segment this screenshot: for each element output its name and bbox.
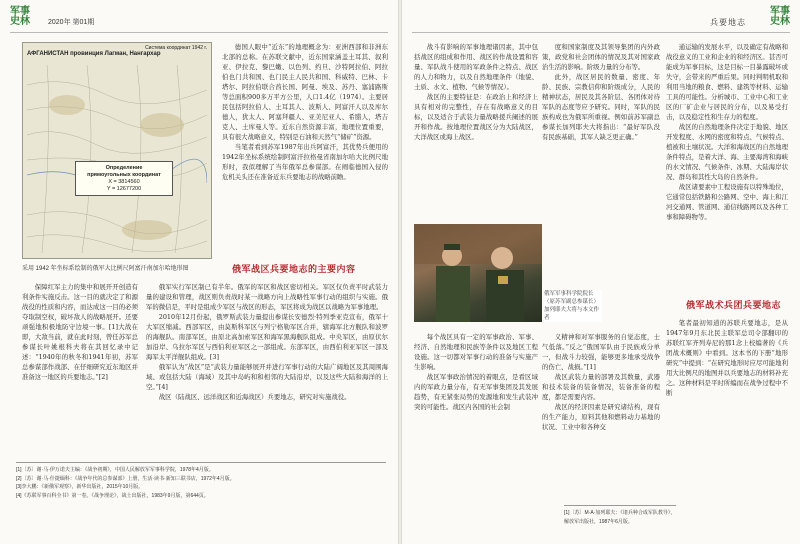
- right-footnotes: [564, 505, 676, 526]
- paragraph: 战区的经济因素是研究诸结构，现有的生产能力，原料其他和燃料动力基地的状况、工业中和各种交: [542, 403, 660, 431]
- right-page: [402, 0, 800, 544]
- journal-logo-right: [770, 7, 790, 27]
- left-footnotes: [16, 462, 386, 500]
- map-title-text: АФГАНИСТАН провинция Лагман, Нангархар: [27, 51, 161, 57]
- paragraph: 此外，战区居民的数量、密度、年龄、民族、宗教信仰和阶级成分，人民的精神状态，居民及其各阶层、各团体对待军队的态度等应予研究。同时，军队的民族构成也为俄军所重视。例如前苏军副总参谋长加列耶夫大将指出：“最好军队没有民族基础，其军人缺乏更正确。”: [542, 73, 660, 141]
- paragraph: 保障红军主力的集中和展开开创造有利条件实施反击。这一目的就决定了和源战役的性质和内容，而达成这一目的必须夺取制空权，破坏敌人的战略展开。还要顽强地积极地防守边境一事。[1]大战在即，大敌当前，就在此时刻，曾任苏军总参谋长叶姚根科夫将在其回忆录中记述：“1940年的秋冬和1941年初，苏军总参谋部作战部、在仔细研究近东地区并准备这一地区的兵要地志。”[2]: [22, 283, 138, 381]
- paragraph: 德国人眼中“近东”的地理概念为：亚洲西部和非洲东北部的总称。在苏联文献中，近东国家涵盖土耳其、叙利亚、伊拉克、黎巴嫩、以色列、约旦、沙特阿拉伯、阿拉伯也门共和国、也门民主人民共和国、科威特、巴林、卡塔尔、阿拉伯联合酋长国、阿曼、埃及、苏丹、塞浦路斯等总面积900多万平方公里，人口1.4亿（1974）。主要居民包括阿拉伯人、土耳其人、波斯人、阿富汗人以及库尔德人，犹太人、阿塞拜疆人、亚美尼亚人、希腊人，塔吉克人、土库曼人等。近东自然资源丰富，地理位置重要，具有很大战略意义，特别是石油和天然气“储矿”资源。: [222, 43, 388, 141]
- paragraph: 2010年12月份起，俄罗斯武装力量提出参谋长安德烈·特列季亚克宣布，俄军十大军区缩减。西部军区，由莫斯科军区与列宁格勒军区合并，辖海军北方舰队和波罗的海舰队。南部军区，由原北高加索军区和海军黑海舰队组成。中央军区，由原伏尔加沿岸、乌拉尔军区与西伯利亚军区之一部组成。东部军区，由西伯利亚军区一部及海军太平洋舰队组成。[3]: [146, 313, 388, 361]
- paragraph: 当笔者看到苏军1987年出兵阿富汗，其优势兵便用的1942年坐标系统绘制阿富汗拉格曼省南加尔哈大比例尺地形时，我似理解了当年俄军总参谋部。在阐临德国入侵的危机关头还在准备近东兵要地志的战略前瞻。: [222, 143, 388, 181]
- left-col-right-bottom: [146, 282, 388, 402]
- map-figure: [22, 42, 212, 259]
- footnote: [2]〔苏〕谢·马·什捷缅科：《战争年代的总参谋部》上册，生活·读书·新知三联书店，1972年4月版。: [16, 475, 235, 482]
- footnote: [3]李大鹏：《新俄军观察》，新华出版社，2015年10月版。: [16, 484, 144, 490]
- paragraph: 战区的主要特征是：在政治上和经济上具有相对的完整性，存在有战略意义的目标，以及适合于武装力量战略援兵阑述的展开和作战。按地理位置战区分为大陆战区，大洋战区或海上战区。: [414, 93, 538, 141]
- issue-label: 2020年 第01期: [48, 19, 95, 26]
- photo-caption: 俄军军事科学院院长（原苏军副总参谋长）加列耶夫大将与本文作者: [544, 290, 602, 322]
- paragraph: 笔者最初知道的苏联兵要地志，是从1947年9月东北民主联军总司令部翻印的苏联红军齐列寿尼的那1念上校编著的《兵团战术概则》中看到。这本书的下册“地形研究”中提到：“在研究地形时应尽可能地利用大比例尺的地图并以兵要地志的材料补充之。这种材料是平时所编而在战争过程中不断: [666, 319, 788, 397]
- paragraph: 通运输的发展水平，以及确定有战略和战役意义的工业和企业的和经济区。甚否可能成为军事目标，这是目标一目暴露破坏或失守，会带来的严重后果。同时判明机取和利用当地的粮食、燃料、建筑等材料、运输工具的可能性。分析城市、工业中心和工业区的厂矿企业与居民的分布，以及易受打击，以及稳定性和生存力的程度。: [666, 43, 788, 121]
- logo-line-1: 军事: [10, 6, 30, 17]
- map-caption: 采用 1942 年坐标系绘制的俄军大比例尺阿富汗南加尔哈地形图: [22, 266, 189, 272]
- left-col-right-top: [222, 42, 388, 182]
- map-topography: [27, 65, 207, 253]
- map-title: [27, 45, 207, 57]
- paragraph: 战斗有影响的军事地理诸因素，其中包括战区的组成和作用、战区的作战设置和容量、军队战斗使用的军政条件之特点、战区的人力和物力，以及自然地理条件（地貌、土质、水文、植物、气候等情况）。: [414, 43, 538, 91]
- map-year-note: Система координат 1942 г.: [145, 45, 207, 51]
- paragraph: 义精神和对军事服务的自觉态度，士气低落。”反之“俄国军队由于民族成分单一，但战斗力较强，能够更多地承受战争的伤亡、战损。”[1]: [542, 333, 660, 371]
- right-col1-bottom: [414, 332, 538, 412]
- photo-illustration: [414, 224, 542, 322]
- paragraph: 俄军实行军区制已有半年。俄军的军区和战区密切相关。军区仅负责平时武装力量的建设和管理，战区则负责战时某一战略方向上战略性军事行动的组织与实施。俄军的微信是，平时是组成少军区与战区的形态，军区将成为战区以战略为军事地理。: [146, 283, 388, 311]
- paragraph: 每个战区具有一定的军事政治、军事、经济、自然地理和民族等条件以及地区工程设施。这一切都对军事行动的准备与实施产生影响。: [414, 333, 538, 371]
- section-heading-left: 俄军战区兵要地志的主要内容: [232, 264, 356, 274]
- coordinate-values: X = 3814560 Y = 12677200: [106, 179, 142, 192]
- logo-line-2: 史林: [10, 16, 30, 27]
- author-photo: [414, 224, 542, 322]
- paragraph: 战区诸要素中工程设施有以特殊地位，它通常包括铁路和公路网、空中、海上和江河交通网、管道网、通信线路网以及各种工事和障碍物等。: [666, 183, 788, 221]
- footnote: [1]〔苏〕M·A·加列耶夫：《诸兵种合成军队教导》，解放军出版社，1987年6月版。: [564, 510, 676, 525]
- footnote: [1]〔苏〕谢·马·伊万诺夫主编：《战争初期》，中国人民解放军军事科学院，1978年4月版。: [16, 467, 214, 473]
- footnote: [4]《苏联军事百科全书》第一卷。《战争理论》，战士出版社，1983年9月版，第644页。: [16, 492, 209, 499]
- coordinate-box: [75, 161, 173, 196]
- coordinate-box-label: Определение прямоугольных координат: [87, 165, 161, 178]
- section-label: 兵要地志: [710, 18, 746, 27]
- right-col3-bottom: [666, 318, 788, 398]
- right-col2-bottom: [542, 332, 660, 432]
- paragraph: 战区的自然地理条件决定于地貌、地区开发程度、水网的密度和特点、气候特点、植被和土壤状况。大洋和海战区的自然地理条件特点，是着大洋、海、主要海湾和海峡的水文情况、气候条件、冰期、大陆海岸状况、群岛和其性大岛的自然条件。: [666, 123, 788, 181]
- right-col2-top: [542, 42, 660, 142]
- right-header: [412, 8, 790, 33]
- paragraph: 度和国家制度及其领导集团的内外政策，政党和社会团体的情况及其对国家政治生活的影响。阶级力量的分布等。: [542, 43, 660, 71]
- paragraph: 俄军认为“战区”是“武装力量能够展开并进行军事行动的大陆广阔地区及其周围海域、或包括大陆（海域）及其中岛屿和和相邻的大陆沿岸，以及这些大陆和海洋的上空。”[4]: [146, 363, 388, 391]
- logo-line-1: 军事: [770, 6, 790, 17]
- paragraph: 战区武装力量的部署及其数量，武器和技术装备的装备情况，装备准备的程度，都是需要内容。: [542, 373, 660, 401]
- paragraph: 战区军事政治情况的着眼点，是看区域内的军政力量分布，有无军事集团及其发展趋势，有无紧张局势的发源地和发生武装冲突的可能性。战区内各国的社会制: [414, 373, 538, 411]
- section-heading-right: 俄军战术兵团兵要地志: [686, 300, 782, 310]
- logo-line-2: 史林: [770, 16, 790, 27]
- left-page: [0, 0, 398, 544]
- left-header: [10, 8, 388, 33]
- left-col-left-bottom: [22, 282, 138, 382]
- paragraph: 战区（陆战区、远洋战区和近海战区）兵要地志，研究对实施战役。: [158, 393, 351, 401]
- right-col1-top: [414, 42, 538, 142]
- journal-logo-left: [10, 7, 30, 27]
- right-col3-top: [666, 42, 788, 222]
